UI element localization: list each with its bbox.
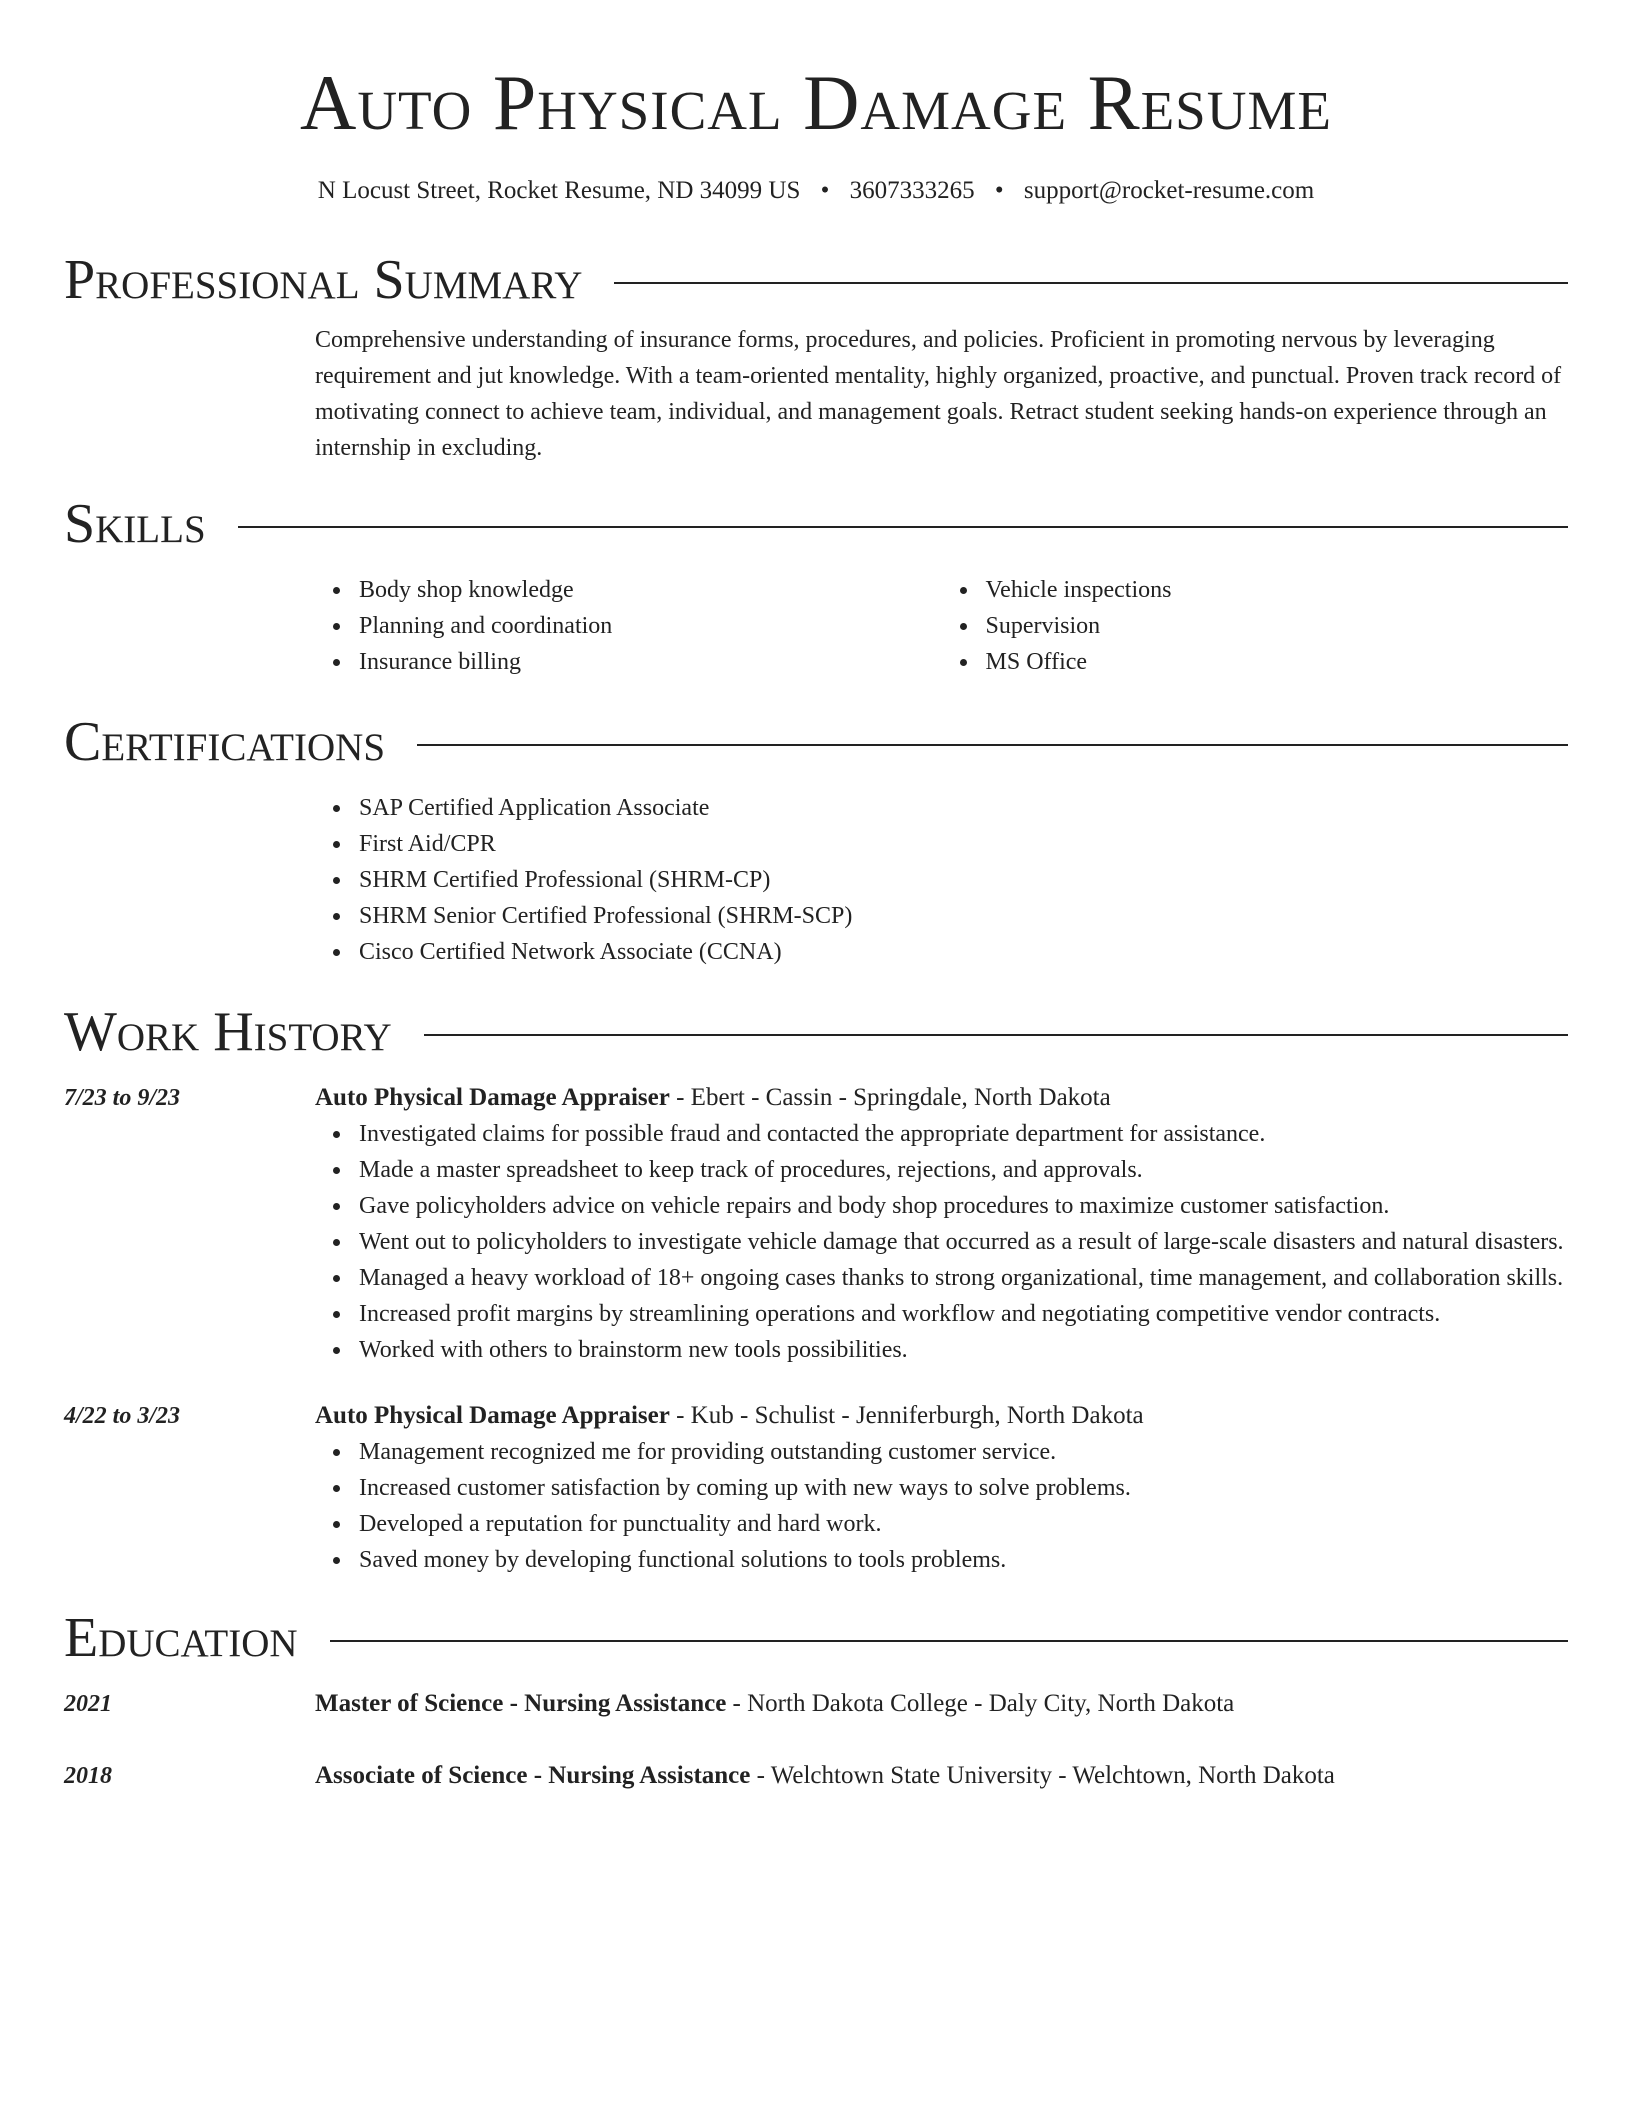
section-work-history xyxy=(64,1002,1568,1578)
work-details xyxy=(315,1398,1568,1578)
education-entry xyxy=(64,1758,1568,1794)
certifications-list xyxy=(315,790,1568,970)
job-duty-item: Gave policyholders advice on vehicle repairs and body shop procedures to maximize customer satisfaction. xyxy=(359,1188,1568,1224)
skills-list-right xyxy=(942,572,1569,680)
section-divider xyxy=(424,1034,1568,1036)
skill-item: Body shop knowledge xyxy=(359,572,942,608)
degree-title: Associate of Science - Nursing Assistance xyxy=(315,1762,751,1789)
job-duty-item: Saved money by developing functional solutions to tools problems. xyxy=(359,1542,1568,1578)
section-education xyxy=(64,1608,1568,1794)
skill-item: Vehicle inspections xyxy=(986,572,1569,608)
job-title: Auto Physical Damage Appraiser xyxy=(315,1402,670,1429)
section-header xyxy=(64,250,1568,310)
work-heading xyxy=(315,1080,1568,1116)
section-certifications xyxy=(64,712,1568,970)
job-duty-item: Managed a heavy workload of 18+ ongoing cases thanks to strong organizational, time management, and collaboration skills. xyxy=(359,1260,1568,1296)
summary-text: Comprehensive understanding of insurance forms, procedures, and policies. Proficient in promoting nervous by leveraging requirement and jut knowledge. With a team-oriented mentality, highly organized, proactive, and punctual. Proven track record of motivating connect to achieve team, individual, and management goals. Retract student seeking hands-on experience through an internship in excluding. xyxy=(315,327,1562,461)
section-title: Certifications xyxy=(64,711,386,773)
contact-separator: • xyxy=(994,177,1004,204)
section-header xyxy=(64,1002,1568,1062)
education-heading xyxy=(315,1758,1568,1794)
section-title: Skills xyxy=(64,493,206,555)
section-title: Professional Summary xyxy=(64,249,583,311)
work-heading xyxy=(315,1398,1568,1434)
education-heading xyxy=(315,1686,1568,1722)
job-duty-item: Developed a reputation for punctuality and hard work. xyxy=(359,1506,1568,1542)
work-entries xyxy=(64,1080,1568,1578)
section-professional-summary xyxy=(64,250,1568,466)
job-duty-item: Investigated claims for possible fraud and contacted the appropriate department for assistance. xyxy=(359,1116,1568,1152)
summary-body xyxy=(315,322,1568,466)
job-employer-location: - Kub - Schulist - Jenniferburgh, North Dakota xyxy=(669,1402,1144,1429)
work-dates: 7/23 to 9/23 xyxy=(64,1085,181,1111)
skill-item: Insurance billing xyxy=(359,644,942,680)
job-duties-list xyxy=(315,1116,1568,1368)
certification-item: SHRM Senior Certified Professional (SHRM-SCP) xyxy=(359,898,1568,934)
degree-title: Master of Science - Nursing Assistance xyxy=(315,1690,727,1717)
job-duty-item: Increased profit margins by streamlining operations and workflow and negotiating competitive vendor contracts. xyxy=(359,1296,1568,1332)
job-title: Auto Physical Damage Appraiser xyxy=(315,1084,670,1111)
resume-page xyxy=(64,0,1568,1794)
contact-phone: 3607333265 xyxy=(849,177,975,204)
skills-list-left xyxy=(315,572,942,680)
section-divider xyxy=(417,744,1568,746)
skill-item: Supervision xyxy=(986,608,1569,644)
job-duty-item: Management recognized me for providing outstanding customer service. xyxy=(359,1434,1568,1470)
job-duty-item: Worked with others to brainstorm new tools possibilities. xyxy=(359,1332,1568,1368)
certification-item: First Aid/CPR xyxy=(359,826,1568,862)
work-entry xyxy=(64,1398,1568,1578)
contact-separator: • xyxy=(820,177,830,204)
school-location: - Welchtown State University - Welchtown, North Dakota xyxy=(750,1762,1335,1789)
resume-title: Auto Physical Damage Resume xyxy=(299,59,1332,146)
contact-line xyxy=(64,176,1568,206)
section-title: Education xyxy=(64,1607,298,1669)
skill-item: MS Office xyxy=(986,644,1569,680)
job-duty-item: Went out to policyholders to investigate vehicle damage that occurred as a result of large-scale disasters and natural disasters. xyxy=(359,1224,1568,1260)
section-divider xyxy=(614,282,1568,284)
work-details xyxy=(315,1080,1568,1368)
education-entries xyxy=(64,1686,1568,1794)
section-divider xyxy=(238,526,1568,528)
work-dates: 4/22 to 3/23 xyxy=(64,1403,181,1429)
section-header xyxy=(64,1608,1568,1668)
skill-item: Planning and coordination xyxy=(359,608,942,644)
section-divider xyxy=(330,1640,1568,1642)
education-year: 2018 xyxy=(64,1763,112,1789)
school-location: - North Dakota College - Daly City, North Dakota xyxy=(726,1690,1235,1717)
education-year: 2021 xyxy=(64,1691,112,1717)
job-duty-item: Increased customer satisfaction by coming up with new ways to solve problems. xyxy=(359,1470,1568,1506)
certification-item: SHRM Certified Professional (SHRM-CP) xyxy=(359,862,1568,898)
skills-grid xyxy=(315,572,1568,680)
job-employer-location: - Ebert - Cassin - Springdale, North Dakota xyxy=(669,1084,1111,1111)
certification-item: SAP Certified Application Associate xyxy=(359,790,1568,826)
contact-address: N Locust Street, Rocket Resume, ND 34099 US xyxy=(317,177,801,204)
section-title: Work History xyxy=(64,1001,392,1063)
certifications-body xyxy=(315,790,1568,970)
section-header xyxy=(64,494,1568,554)
education-entry xyxy=(64,1686,1568,1722)
certification-item: Cisco Certified Network Associate (CCNA) xyxy=(359,934,1568,970)
section-skills xyxy=(64,494,1568,680)
section-header xyxy=(64,712,1568,772)
work-entry xyxy=(64,1080,1568,1368)
contact-email: support@rocket-resume.com xyxy=(1023,177,1315,204)
job-duty-item: Made a master spreadsheet to keep track of procedures, rejections, and approvals. xyxy=(359,1152,1568,1188)
job-duties-list xyxy=(315,1434,1568,1578)
